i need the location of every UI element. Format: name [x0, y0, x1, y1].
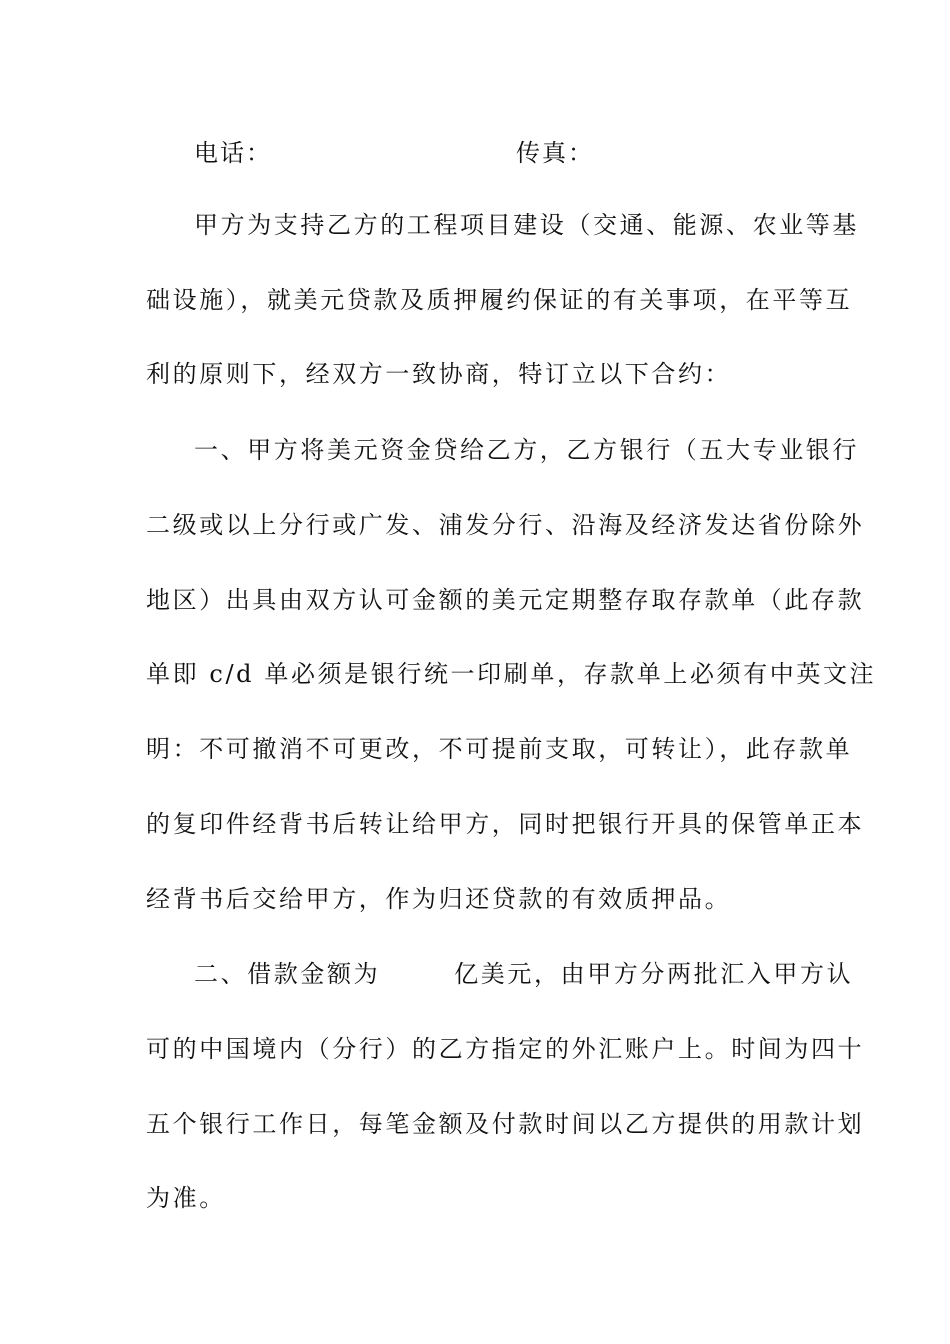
phone-label: 电话：	[194, 139, 272, 167]
clause2-line-4: 为准。	[146, 1184, 226, 1212]
clause1-line-2: 二级或以上分行或广发、浦发分行、沿海及经济发达省份除外	[146, 511, 865, 539]
clause2-line-3: 五个银行工作日，每笔金额及付款时间以乙方提供的用款计划	[146, 1110, 865, 1138]
intro-line-1: 甲方为支持乙方的工程项目建设（交通、能源、农业等基	[194, 211, 859, 239]
clause2-line-1-rest: 亿美元，由甲方分两批汇入甲方认	[454, 960, 854, 988]
clause1-line-1: 一、甲方将美元资金贷给乙方，乙方银行（五大专业银行	[194, 436, 859, 464]
intro-line-2: 础设施），就美元贷款及质押履约保证的有关事项，在平等互	[146, 286, 853, 314]
clause2-line-1	[194, 959, 853, 989]
fax-label: 传真：	[516, 139, 594, 167]
clause1-line-3: 地区）出具由双方认可金额的美元定期整存取存款单（此存款	[146, 586, 865, 614]
clause2-amount-label: 二、借款金额为	[194, 960, 381, 988]
clause1-line-6: 的复印件经背书后转让给甲方，同时把银行开具的保管单正本	[146, 810, 865, 838]
clause1-line-4: 单即 c/d 单必须是银行统一印刷单，存款单上必须有中英文注	[146, 660, 877, 688]
intro-line-3: 利的原则下，经双方一致协商，特订立以下合约：	[146, 360, 732, 388]
clause1-line-7: 经背书后交给甲方，作为归还贷款的有效质押品。	[146, 885, 732, 913]
clause2-line-2: 可的中国境内（分行）的乙方指定的外汇账户上。时间为四十	[146, 1035, 865, 1063]
clause1-line-5: 明：不可撤消不可更改，不可提前支取，可转让），此存款单	[146, 735, 853, 763]
